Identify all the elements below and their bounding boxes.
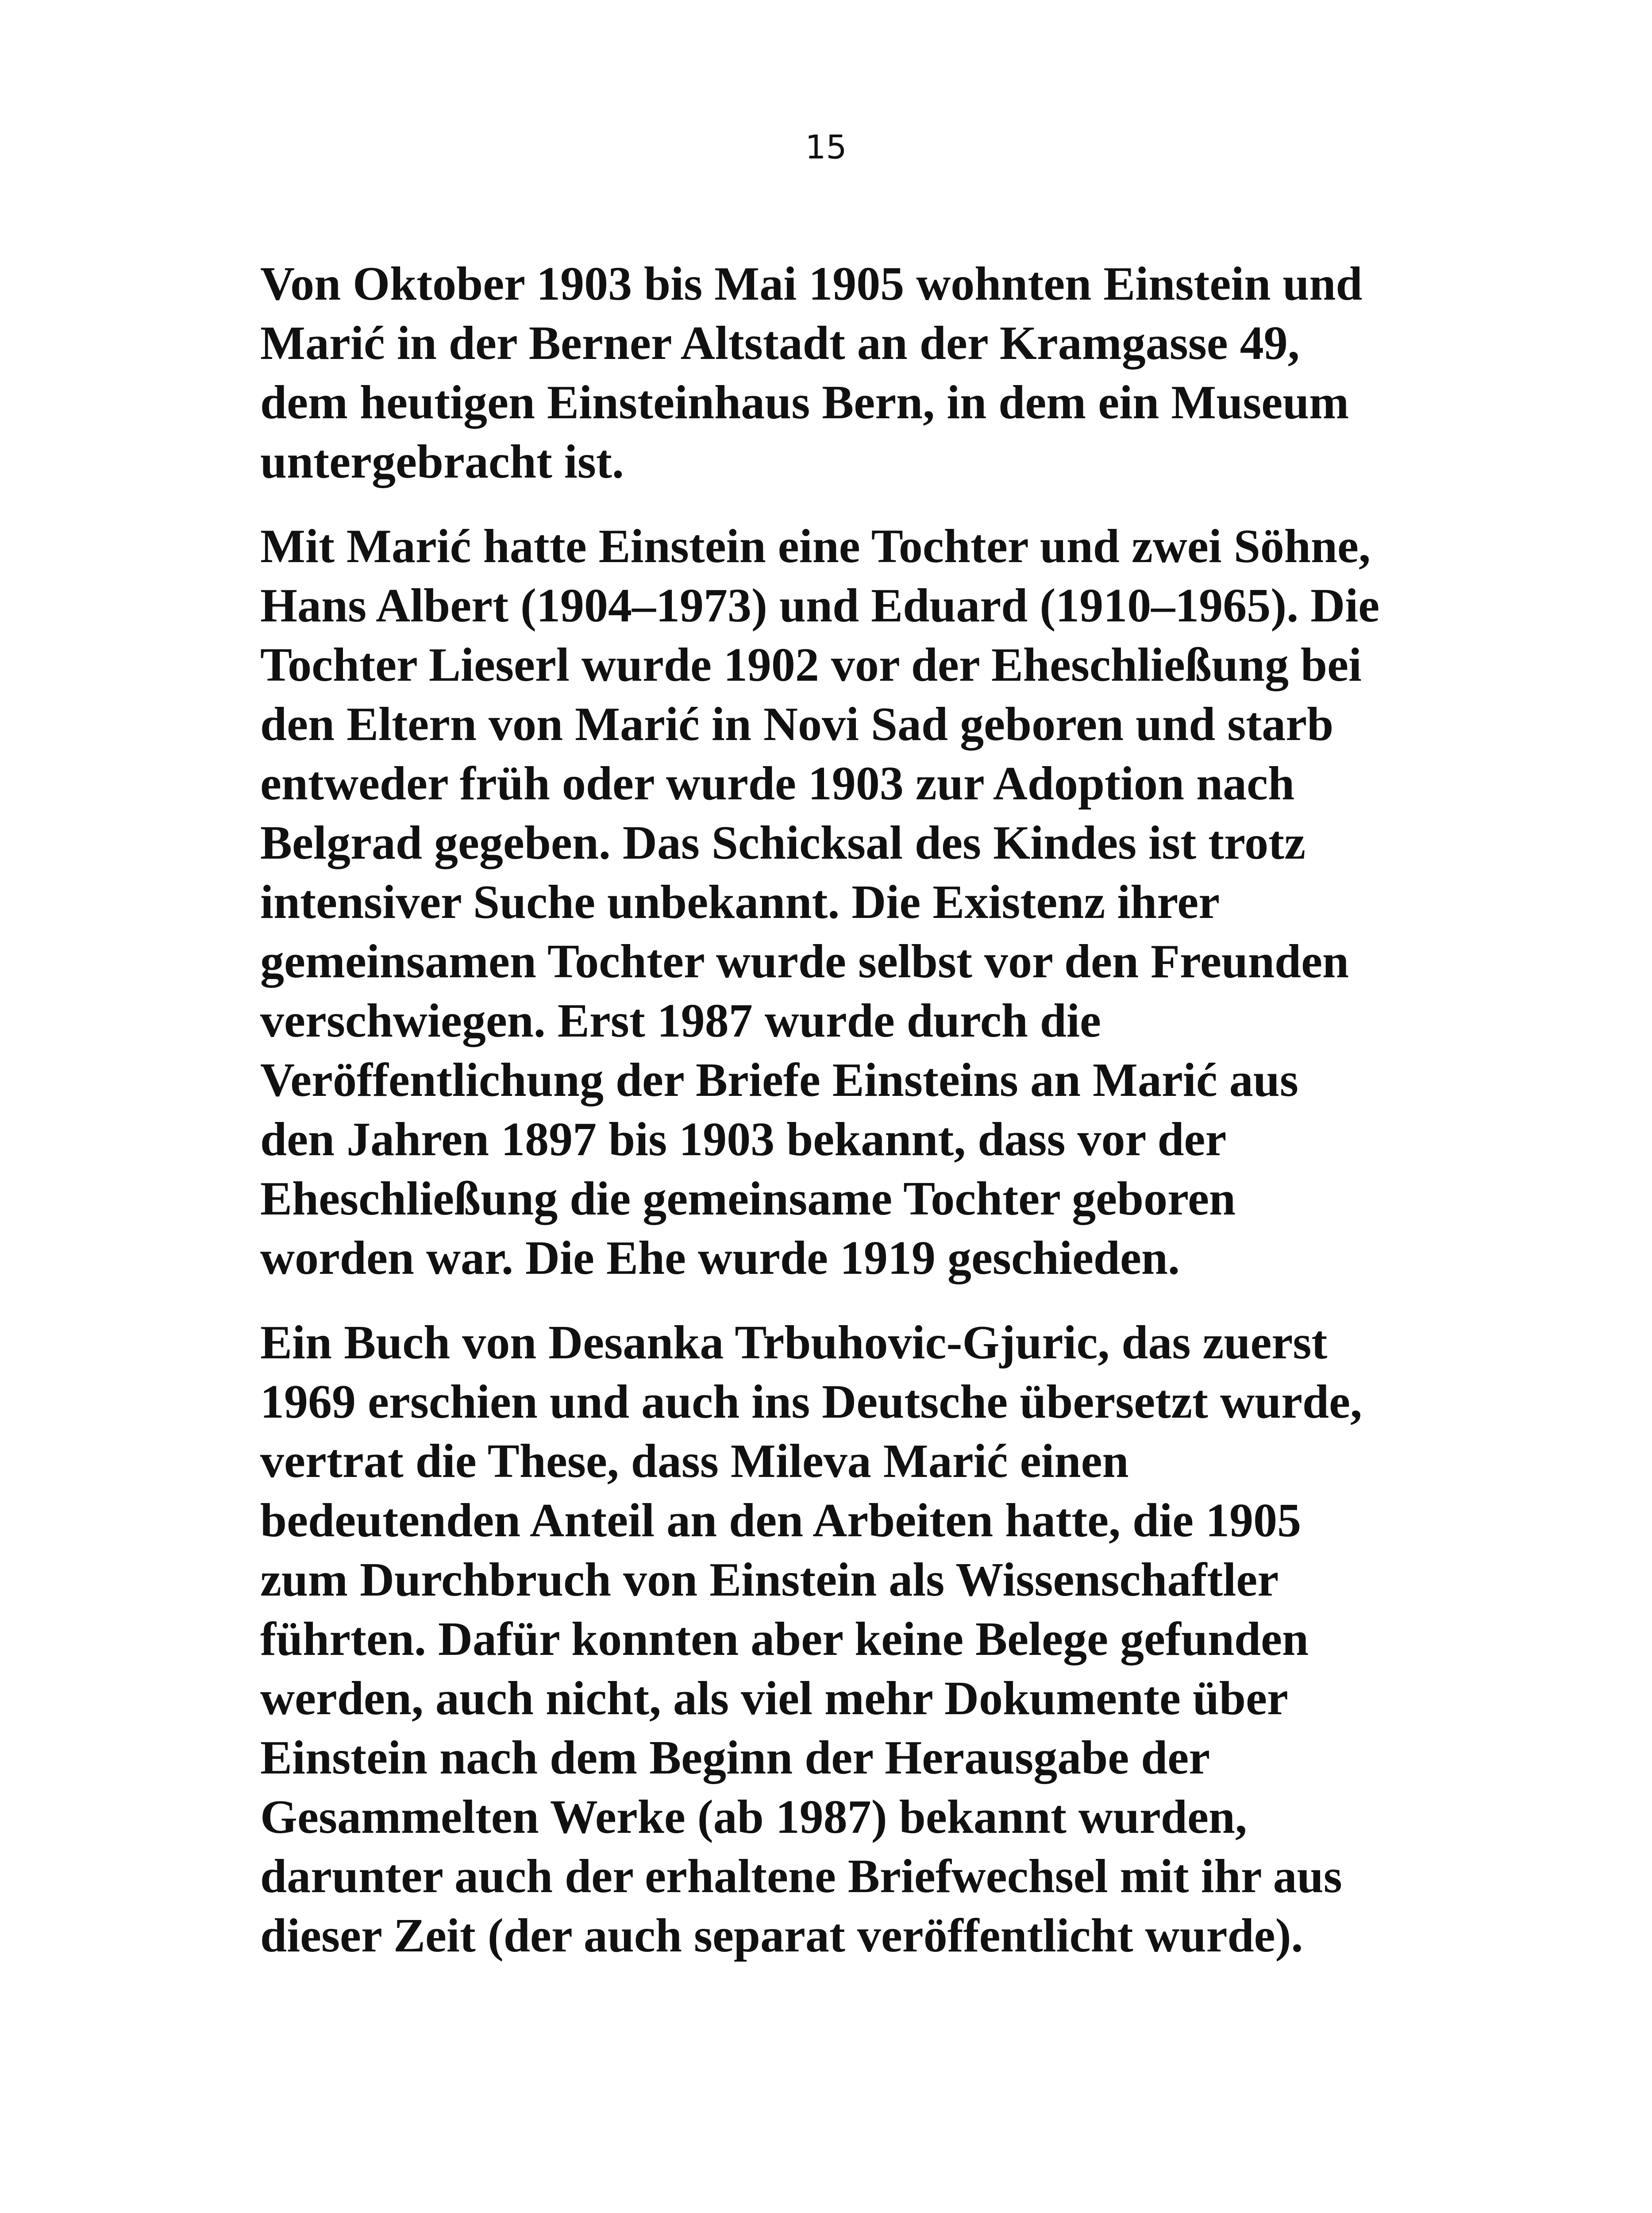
paragraph-1 xyxy=(260,254,1429,492)
text-line: bedeutenden Anteil an den Arbeiten hatte, die 1905 xyxy=(260,1494,1302,1547)
paragraph-3 xyxy=(260,1313,1429,1966)
text-line: gemeinsamen Tochter wurde selbst vor den Freunden xyxy=(260,935,1349,988)
text-line: vertrat die These, dass Mileva Marić einen xyxy=(260,1435,1129,1488)
text-line: dem heutigen Einsteinhaus Bern, in dem ein Museum xyxy=(260,376,1349,429)
text-line: 1969 erschien und auch ins Deutsche übersetzt wurde, xyxy=(260,1376,1363,1428)
text-line: Mit Marić hatte Einstein eine Tochter und zwei Söhne, xyxy=(260,520,1371,573)
text-line: Belgrad gegeben. Das Schicksal des Kindes ist trotz xyxy=(260,817,1306,869)
text-line: verschwiegen. Erst 1987 wurde durch die xyxy=(260,995,1101,1047)
text-line: Marić in der Berner Altstadt an der Kramgasse 49, xyxy=(260,317,1300,370)
text-line: Eheschließung die gemeinsame Tochter geboren xyxy=(260,1172,1236,1225)
text-line: entweder früh oder wurde 1903 zur Adoption nach xyxy=(260,757,1295,810)
text-line: Hans Albert (1904–1973) und Eduard (1910–1965). Die xyxy=(260,579,1380,632)
text-line: untergebracht ist. xyxy=(260,436,624,488)
paragraph-2 xyxy=(260,517,1429,1288)
text-line: führten. Dafür konnten aber keine Belege gefunden xyxy=(260,1613,1309,1666)
body-text xyxy=(260,254,1429,1991)
text-line: den Jahren 1897 bis 1903 bekannt, dass vor der xyxy=(260,1113,1227,1166)
text-line: intensiver Suche unbekannt. Die Existenz ihrer xyxy=(260,876,1220,929)
text-line: Von Oktober 1903 bis Mai 1905 wohnten Einstein und xyxy=(260,258,1363,310)
text-line: Tochter Lieserl wurde 1902 vor der Eheschließung bei xyxy=(260,639,1362,691)
text-line: Gesammelten Werke (ab 1987) bekannt wurden, xyxy=(260,1791,1247,1843)
text-line: Ein Buch von Desanka Trbuhovic-Gjuric, das zuerst xyxy=(260,1316,1328,1369)
text-line: werden, auch nicht, als viel mehr Dokumente über xyxy=(260,1672,1288,1725)
text-line: Veröffentlichung der Briefe Einsteins an Marić aus xyxy=(260,1054,1298,1106)
text-line: dieser Zeit (der auch separat veröffentlicht wurde). xyxy=(260,1909,1303,1962)
text-line: den Eltern von Marić in Novi Sad geboren und starb xyxy=(260,698,1334,751)
text-line: worden war. Die Ehe wurde 1919 geschieden. xyxy=(260,1232,1180,1284)
text-line: darunter auch der erhaltene Briefwechsel mit ihr aus xyxy=(260,1850,1342,1903)
page-number: 15 xyxy=(805,128,847,166)
text-line: Einstein nach dem Beginn der Herausgabe der xyxy=(260,1731,1210,1784)
text-line: zum Durchbruch von Einstein als Wissenschaftler xyxy=(260,1554,1279,1606)
